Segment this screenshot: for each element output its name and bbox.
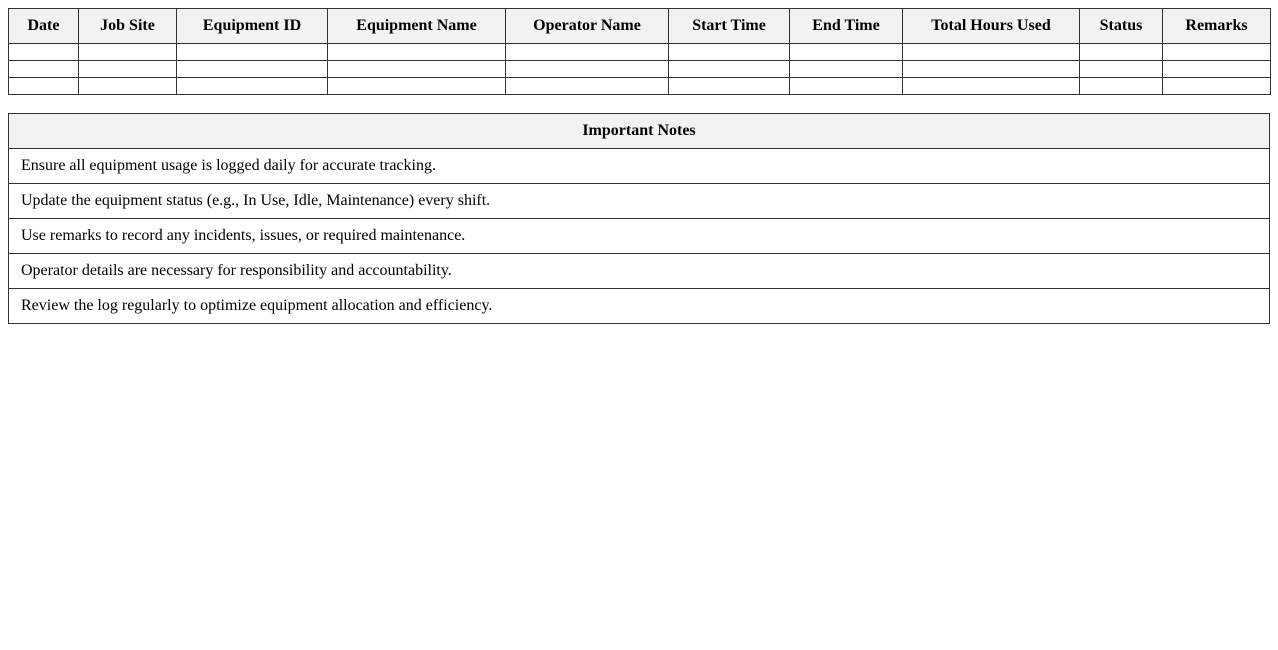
column-header-equipment-id: Equipment ID (177, 9, 328, 44)
table-cell[interactable] (506, 44, 669, 61)
note-text: Use remarks to record any incidents, issues, or required maintenance. (9, 219, 1270, 254)
table-cell[interactable] (79, 61, 177, 78)
table-cell[interactable] (1163, 78, 1271, 95)
important-notes-table (8, 113, 1270, 324)
list-item (9, 219, 1270, 254)
column-header-status: Status (1080, 9, 1163, 44)
table-cell[interactable] (1163, 61, 1271, 78)
table-cell[interactable] (506, 78, 669, 95)
table-cell[interactable] (177, 61, 328, 78)
table-cell[interactable] (177, 78, 328, 95)
table-cell[interactable] (328, 44, 506, 61)
table-cell[interactable] (669, 44, 790, 61)
table-row (9, 78, 1271, 95)
note-text: Operator details are necessary for responsibility and accountability. (9, 254, 1270, 289)
table-cell[interactable] (9, 44, 79, 61)
table-cell[interactable] (177, 44, 328, 61)
column-header-equipment-name: Equipment Name (328, 9, 506, 44)
table-cell[interactable] (1080, 44, 1163, 61)
table-cell[interactable] (790, 44, 903, 61)
column-header-start-time: Start Time (669, 9, 790, 44)
column-header-remarks: Remarks (1163, 9, 1271, 44)
table-cell[interactable] (506, 61, 669, 78)
table-cell[interactable] (328, 61, 506, 78)
table-cell[interactable] (790, 61, 903, 78)
column-header-job-site: Job Site (79, 9, 177, 44)
table-row (9, 61, 1271, 78)
table-cell[interactable] (1163, 44, 1271, 61)
table-cell[interactable] (79, 44, 177, 61)
notes-header-row (9, 114, 1270, 149)
table-cell[interactable] (1080, 78, 1163, 95)
list-item (9, 149, 1270, 184)
note-text: Ensure all equipment usage is logged daily for accurate tracking. (9, 149, 1270, 184)
table-cell[interactable] (1080, 61, 1163, 78)
table-header-row (9, 9, 1271, 44)
table-cell[interactable] (79, 78, 177, 95)
column-header-end-time: End Time (790, 9, 903, 44)
table-cell[interactable] (328, 78, 506, 95)
note-text: Review the log regularly to optimize equipment allocation and efficiency. (9, 289, 1270, 324)
table-row (9, 44, 1271, 61)
page (0, 0, 1278, 324)
notes-title: Important Notes (9, 114, 1270, 149)
table-cell[interactable] (669, 78, 790, 95)
list-item (9, 184, 1270, 219)
table-cell[interactable] (9, 78, 79, 95)
table-cell[interactable] (9, 61, 79, 78)
table-cell[interactable] (903, 78, 1080, 95)
equipment-log-table (8, 8, 1271, 95)
column-header-date: Date (9, 9, 79, 44)
table-cell[interactable] (790, 78, 903, 95)
list-item (9, 254, 1270, 289)
note-text: Update the equipment status (e.g., In Use, Idle, Maintenance) every shift. (9, 184, 1270, 219)
table-cell[interactable] (903, 44, 1080, 61)
table-cell[interactable] (669, 61, 790, 78)
list-item (9, 289, 1270, 324)
column-header-operator-name: Operator Name (506, 9, 669, 44)
table-cell[interactable] (903, 61, 1080, 78)
column-header-total-hours-used: Total Hours Used (903, 9, 1080, 44)
